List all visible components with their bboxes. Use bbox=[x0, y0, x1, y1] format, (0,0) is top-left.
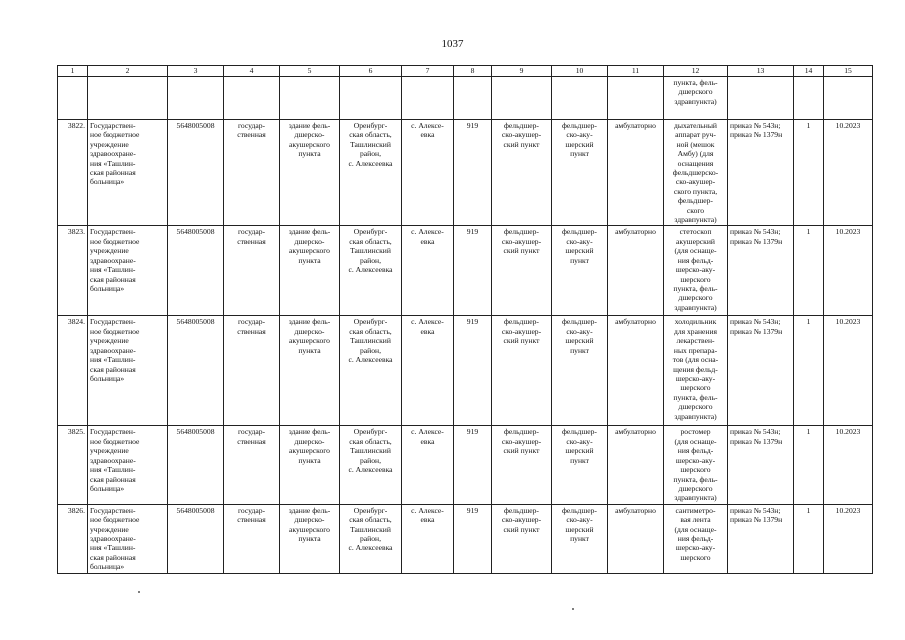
code-cell: 919 bbox=[454, 316, 492, 426]
equipment-name: стетоскоп акушерский (для оснаще- ния фельд- шерско-аку- шерского пункта, фель- дшерского здравпункта) bbox=[664, 226, 728, 316]
table-row bbox=[58, 120, 873, 226]
order-reference: приказ № 543н; приказ № 1379н bbox=[728, 120, 794, 226]
column-number: 12 bbox=[664, 66, 728, 77]
settlement-cell: с. Алексе- евка bbox=[402, 426, 454, 504]
settlement-cell: с. Алексе- евка bbox=[402, 316, 454, 426]
quantity-cell: 1 bbox=[794, 316, 824, 426]
table-row bbox=[58, 504, 873, 573]
building-type: здание фель- дшерско- акушерского пункта bbox=[280, 426, 340, 504]
scan-speck bbox=[138, 591, 140, 593]
date-cell: 10.2023 bbox=[824, 316, 873, 426]
subunit-type: фельдшер- ско-аку- шерский пункт bbox=[552, 120, 608, 226]
organization-name: Государствен- ное бюджетное учреждение здравоохране- ния «Ташлин- ская районная больница» bbox=[88, 426, 168, 504]
address-cell: Оренбург- ская область, Ташлинский район, с. Алексеевка bbox=[340, 426, 402, 504]
row-number: 3825. bbox=[58, 426, 88, 504]
inn-value: 5648005008 bbox=[168, 426, 224, 504]
table-row bbox=[58, 426, 873, 504]
subunit-type: фельдшер- ско-аку- шерский пункт bbox=[552, 226, 608, 316]
unit-type: фельдшер- ско-акушер- ский пункт bbox=[492, 120, 552, 226]
care-form: амбулаторно bbox=[608, 426, 664, 504]
date-cell: 10.2023 bbox=[824, 504, 873, 573]
organization-name: Государствен- ное бюджетное учреждение здравоохране- ния «Ташлин- ская районная больница» bbox=[88, 226, 168, 316]
unit-type: фельдшер- ско-акушер- ский пункт bbox=[492, 226, 552, 316]
order-reference: приказ № 543н; приказ № 1379н bbox=[728, 316, 794, 426]
column-number: 9 bbox=[492, 66, 552, 77]
building-type: здание фель- дшерско- акушерского пункта bbox=[280, 504, 340, 573]
ownership-form: государ- ственная bbox=[224, 226, 280, 316]
column-number: 2 bbox=[88, 66, 168, 77]
subunit-type: фельдшер- ско-аку- шерский пункт bbox=[552, 316, 608, 426]
quantity-cell: 1 bbox=[794, 504, 824, 573]
column-number: 6 bbox=[340, 66, 402, 77]
order-reference: приказ № 543н; приказ № 1379н bbox=[728, 426, 794, 504]
subunit-type: фельдшер- ско-аку- шерский пункт bbox=[552, 504, 608, 573]
ownership-form: государ- ственная bbox=[224, 504, 280, 573]
column-number: 1 bbox=[58, 66, 88, 77]
column-number-row bbox=[58, 66, 873, 77]
address-cell: Оренбург- ская область, Ташлинский район, с. Алексеевка bbox=[340, 226, 402, 316]
date-cell: 10.2023 bbox=[824, 120, 873, 226]
care-form: амбулаторно bbox=[608, 504, 664, 573]
address-cell: Оренбург- ская область, Ташлинский район, с. Алексеевка bbox=[340, 120, 402, 226]
column-number: 13 bbox=[728, 66, 794, 77]
inn-value: 5648005008 bbox=[168, 504, 224, 573]
organization-name: Государствен- ное бюджетное учреждение здравоохране- ния «Ташлин- ская районная больница» bbox=[88, 316, 168, 426]
building-type: здание фель- дшерско- акушерского пункта bbox=[280, 120, 340, 226]
building-type: здание фель- дшерско- акушерского пункта bbox=[280, 316, 340, 426]
column-number: 15 bbox=[824, 66, 873, 77]
care-form: амбулаторно bbox=[608, 316, 664, 426]
care-form: амбулаторно bbox=[608, 120, 664, 226]
address-cell: Оренбург- ская область, Ташлинский район, с. Алексеевка bbox=[340, 504, 402, 573]
organization-name: Государствен- ное бюджетное учреждение здравоохране- ния «Ташлин- ская районная больница» bbox=[88, 120, 168, 226]
row-number: 3823. bbox=[58, 226, 88, 316]
equipment-name: дыхательный аппарат руч- ной (мешок Амбу) (для оснащения фельдшерско- ско-акушер- ского пункта, фельдшер- ского здравпункта) bbox=[664, 120, 728, 226]
equipment-name: холодильник для хранения лекарствен- ных препара- тов (для осна- щения фельд- шерско-аку- шерского пункта, фель- дшерского здравпункта) bbox=[664, 316, 728, 426]
column-number: 7 bbox=[402, 66, 454, 77]
date-cell: 10.2023 bbox=[824, 426, 873, 504]
care-form: амбулаторно bbox=[608, 226, 664, 316]
inn-value: 5648005008 bbox=[168, 226, 224, 316]
page-number: 1037 bbox=[441, 38, 464, 50]
settlement-cell: с. Алексе- евка bbox=[402, 226, 454, 316]
column-number: 8 bbox=[454, 66, 492, 77]
date-cell: 10.2023 bbox=[824, 226, 873, 316]
column-number: 11 bbox=[608, 66, 664, 77]
code-cell: 919 bbox=[454, 504, 492, 573]
quantity-cell: 1 bbox=[794, 120, 824, 226]
code-cell: 919 bbox=[454, 426, 492, 504]
order-reference: приказ № 543н; приказ № 1379н bbox=[728, 504, 794, 573]
table-row bbox=[58, 226, 873, 316]
unit-type: фельдшер- ско-акушер- ский пункт bbox=[492, 426, 552, 504]
subunit-type: фельдшер- ско-аку- шерский пункт bbox=[552, 426, 608, 504]
building-type: здание фель- дшерско- акушерского пункта bbox=[280, 226, 340, 316]
ownership-form: государ- ственная bbox=[224, 120, 280, 226]
column-number: 5 bbox=[280, 66, 340, 77]
registry-table bbox=[57, 65, 873, 574]
address-cell: Оренбург- ская область, Ташлинский район, с. Алексеевка bbox=[340, 316, 402, 426]
ownership-form: государ- ственная bbox=[224, 316, 280, 426]
equipment-name: сантиметро- вая лента (для оснаще- ния фельд- шерско-аку- шерского bbox=[664, 504, 728, 573]
row-number: 3822. bbox=[58, 120, 88, 226]
inn-value: 5648005008 bbox=[168, 120, 224, 226]
row-number: 3824. bbox=[58, 316, 88, 426]
order-reference: приказ № 543н; приказ № 1379н bbox=[728, 226, 794, 316]
equipment-name: ростомер (для оснаще- ния фельд- шерско-аку- шерского пункта, фель- дшерского здравпункта) bbox=[664, 426, 728, 504]
unit-type: фельдшер- ско-акушер- ский пункт bbox=[492, 504, 552, 573]
row-number: 3826. bbox=[58, 504, 88, 573]
organization-name: Государствен- ное бюджетное учреждение здравоохране- ния «Ташлин- ская районная больница» bbox=[88, 504, 168, 573]
settlement-cell: с. Алексе- евка bbox=[402, 120, 454, 226]
table-row bbox=[58, 316, 873, 426]
inn-value: 5648005008 bbox=[168, 316, 224, 426]
code-cell: 919 bbox=[454, 120, 492, 226]
quantity-cell: 1 bbox=[794, 426, 824, 504]
code-cell: 919 bbox=[454, 226, 492, 316]
quantity-cell: 1 bbox=[794, 226, 824, 316]
continuation-equipment: пункта, фель- дшерского здравпункта) bbox=[664, 77, 728, 120]
unit-type: фельдшер- ско-акушер- ский пункт bbox=[492, 316, 552, 426]
ownership-form: государ- ственная bbox=[224, 426, 280, 504]
settlement-cell: с. Алексе- евка bbox=[402, 504, 454, 573]
scan-speck bbox=[572, 608, 574, 610]
column-number: 10 bbox=[552, 66, 608, 77]
column-number: 4 bbox=[224, 66, 280, 77]
continuation-row bbox=[58, 77, 873, 120]
column-number: 14 bbox=[794, 66, 824, 77]
column-number: 3 bbox=[168, 66, 224, 77]
